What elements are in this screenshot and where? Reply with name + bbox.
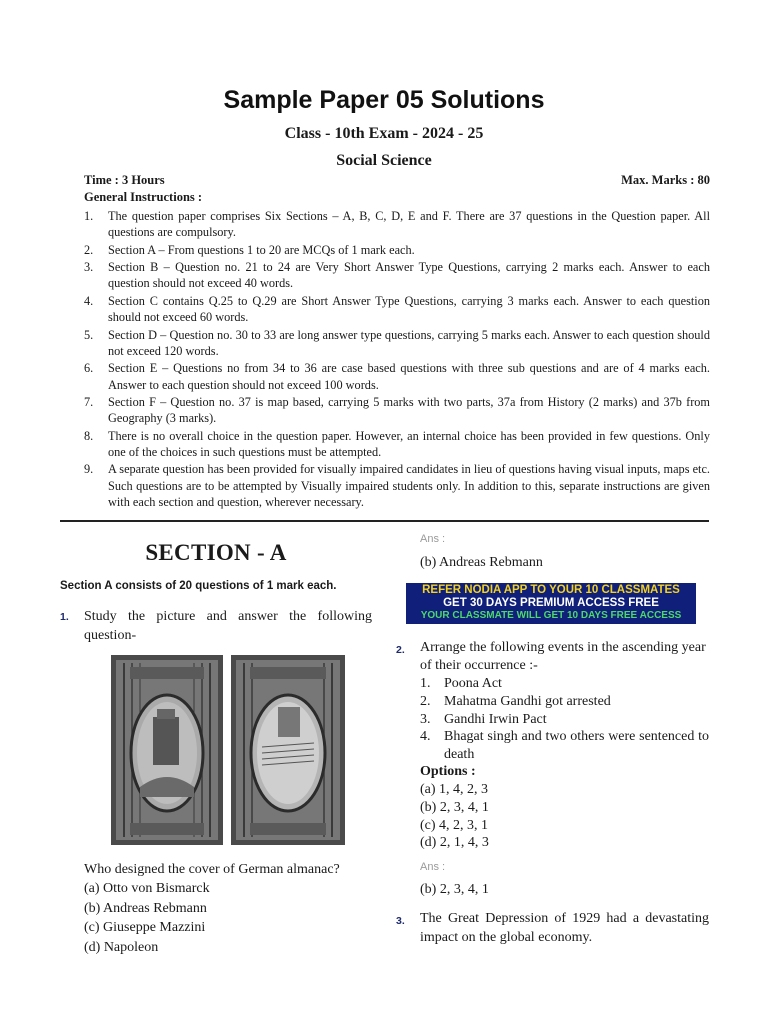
instruction-item: [84, 293, 710, 325]
instruction-number: 1.: [84, 209, 94, 223]
max-marks: Max. Marks : 80: [621, 173, 710, 187]
exam-meta: [84, 173, 710, 188]
almanac-cover-left: [111, 655, 223, 845]
question-1-options: [84, 879, 210, 957]
option-item: (c) Giuseppe Mazzini: [84, 920, 206, 935]
banner-line-1: REFER NODIA APP TO YOUR 10 CLASSMATES: [422, 584, 680, 596]
instructions-heading: General Instructions :: [84, 190, 203, 204]
instruction-item: [84, 259, 710, 291]
instruction-number: 2.: [84, 242, 94, 257]
event-item: [420, 711, 709, 729]
option-item: (a) 1, 4, 2, 3: [420, 782, 489, 797]
instruction-item: [84, 360, 710, 392]
banner-line-2: GET 30 DAYS PREMIUM ACCESS FREE: [443, 597, 659, 609]
question-1-text: Study the picture and answer the following question-: [84, 609, 372, 643]
option-item: (d) 2, 1, 4, 3: [420, 835, 489, 851]
event-text: Gandhi Irwin Pact: [444, 711, 547, 727]
time-allowed: Time : 3 Hours: [84, 173, 165, 187]
question-3-text: The Great Depression of 1929 had a devastating impact on the global economy.: [420, 911, 709, 945]
event-item: [420, 728, 709, 764]
event-number: 4.: [420, 729, 431, 745]
instruction-text: The question paper comprises Six Sections – A, B, C, D, E and F. There are 37 questions in the Question paper. All questions are compulsory.: [108, 209, 710, 240]
referral-banner[interactable]: [406, 583, 696, 624]
question-2-events: [420, 675, 709, 764]
event-item: [420, 675, 709, 693]
instruction-number: 7.: [84, 395, 94, 410]
instruction-text: Section A – From questions 1 to 20 are MCQs of 1 mark each.: [108, 242, 415, 257]
instruction-number: 4.: [84, 293, 94, 308]
event-number: 1.: [420, 676, 431, 691]
answer-2-label: Ans :: [420, 861, 446, 873]
option-item: (c) 4, 2, 3, 1: [420, 817, 489, 833]
question-2-text: Arrange the following events in the ascending year of their occurrence :-: [420, 640, 706, 673]
instruction-number: 6.: [84, 361, 94, 376]
event-text: Bhagat singh and two others were sentenced to death: [444, 729, 709, 763]
instruction-text: A separate question has been provided for visually impaired candidates in lieu of questions having visual inputs, maps etc. Such questions are to be attempted by Visually impaired students only. In addition to this, separate instructions are given with each section and question, wherever necessary.: [108, 462, 710, 509]
section-a-note: Section A consists of 20 questions of 1 mark each.: [60, 580, 337, 592]
instruction-text: Section C contains Q.25 to Q.29 are Short Answer Type Questions, carrying 3 marks each. Answer to each question should not exceed 60 words.: [108, 293, 710, 325]
instruction-text: Section B – Question no. 21 to 24 are Very Short Answer Type Questions, carrying 2 marks each. Answer to each question should not exceed 40 words.: [108, 260, 710, 291]
question-1-number: 1.: [60, 611, 69, 623]
option-item: (b) 2, 3, 4, 1: [420, 799, 489, 815]
section-divider: [60, 520, 709, 522]
almanac-cover-right: [231, 655, 345, 845]
event-number: 2.: [420, 693, 431, 709]
instruction-number: 3.: [84, 260, 94, 275]
question-2-number: 2.: [396, 644, 405, 656]
instruction-text: There is no overall choice in the question paper. However, an internal choice has been provided in few questions. Only one of the choices in such questions must be attempted.: [108, 428, 710, 459]
instructions-list: [84, 208, 710, 511]
instruction-item: [84, 461, 710, 510]
event-text: Mahatma Gandhi got arrested: [444, 693, 611, 709]
option-item: (a) Otto von Bismarck: [84, 881, 210, 896]
event-number: 3.: [420, 711, 431, 727]
instruction-text: Section F – Question no. 37 is map based, carrying 5 marks with two parts, 37a from History (2 marks) and 37b from Geography (3 marks).: [108, 395, 710, 426]
paper-title: Sample Paper 05 Solutions: [223, 86, 545, 114]
instruction-text: Section D – Question no. 30 to 33 are long answer type questions, carrying 5 marks each. Answer to each question should not exceed 120 words.: [108, 327, 710, 358]
instruction-item: [84, 242, 710, 258]
instruction-text: Section E – Questions no from 34 to 36 are case based questions with three sub questions and are of 4 marks each. Answer to each question should not exceed 100 words.: [108, 361, 710, 392]
event-text: Poona Act: [444, 676, 502, 691]
instruction-number: 9.: [84, 462, 94, 477]
answer-2-text: (b) 2, 3, 4, 1: [420, 882, 489, 897]
instruction-number: 8.: [84, 428, 94, 443]
answer-1-text: (b) Andreas Rebmann: [420, 555, 543, 570]
class-exam-subtitle: Class - 10th Exam - 2024 - 25: [284, 125, 484, 142]
instruction-item: [84, 208, 710, 240]
instruction-item: [84, 394, 710, 426]
option-item: (b) Andreas Rebmann: [84, 900, 207, 916]
event-item: [420, 693, 709, 711]
instruction-item: [84, 327, 710, 359]
instruction-number: 5.: [84, 327, 94, 342]
answer-1-label: Ans :: [420, 533, 446, 545]
subject-name: Social Science: [336, 152, 432, 169]
question-2-options-label: Options :: [420, 764, 476, 779]
banner-line-3: YOUR CLASSMATE WILL GET 10 DAYS FREE ACCESS: [420, 610, 682, 621]
question-1-ask: Who designed the cover of German almanac?: [84, 862, 340, 877]
option-item: (d) Napoleon: [84, 939, 159, 955]
question-2-options: [420, 781, 489, 852]
instruction-item: [84, 428, 710, 460]
section-a-heading: SECTION - A: [145, 540, 287, 565]
question-3-number: 3.: [396, 915, 405, 927]
almanac-cover-image: [110, 655, 346, 845]
